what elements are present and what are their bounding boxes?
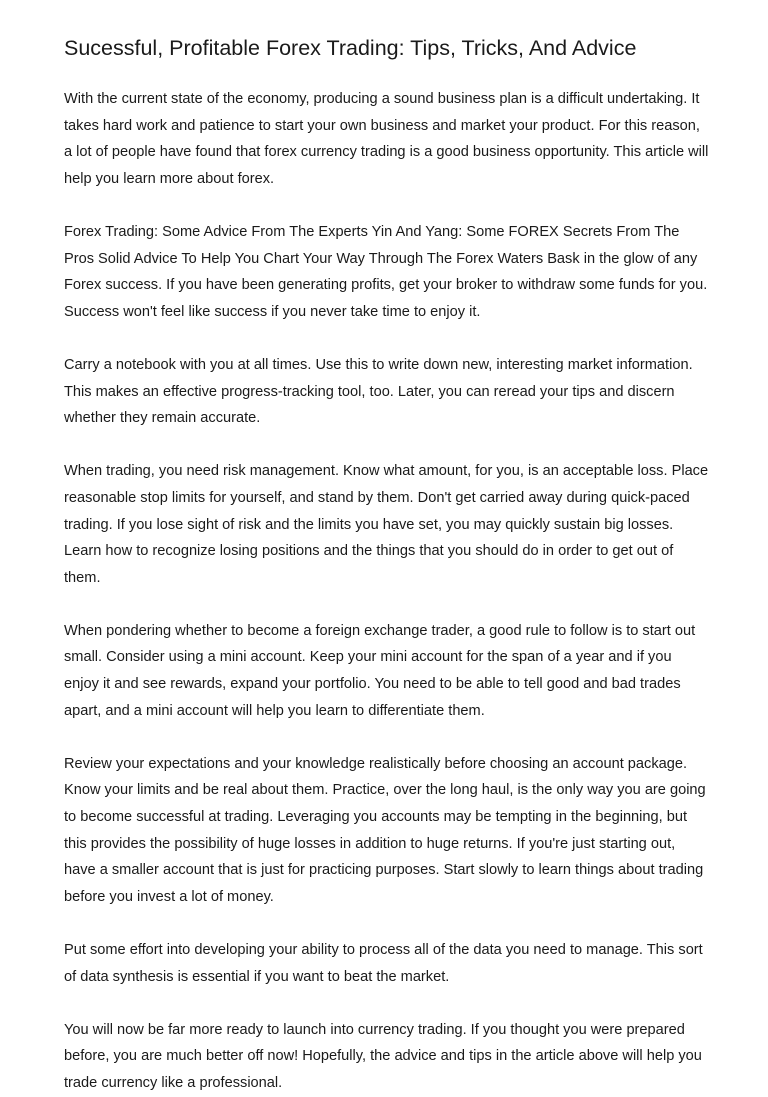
paragraph-intro: With the current state of the economy, producing a sound business plan is a difficult undertaking. It takes hard work and patience to start your own business and market your product. For this reason, a lot of people have found that forex currency trading is a good business opportunity. This article will help you learn more about forex. xyxy=(64,91,709,187)
paragraph-expectations: Review your expectations and your knowledge realistically before choosing an account package. Know your limits and be real about them. Practice, over the long haul, is the only way you are going to become successful at trading. Leveraging you accounts may be tempting in the beginning, but this provides the possibility of huge losses in addition to huge returns. If you're just starting out, have a smaller account that is just for practicing purposes. Start slowly to learn things about trading before you invest a lot of money. xyxy=(64,755,706,905)
paragraph-expert-advice: Forex Trading: Some Advice From The Experts Yin And Yang: Some FOREX Secrets From The Pros Solid Advice To Help You Chart Your Way Through The Forex Waters Bask in the glow of any Forex success. If you have been generating profits, get your broker to withdraw some funds for you. Success won't feel like success if you never take time to enjoy it. xyxy=(64,223,708,320)
paragraph-risk-management: When trading, you need risk management. Know what amount, for you, is an acceptable loss. Place reasonable stop limits for yourself, and stand by them. Don't get carried away during quick-paced trading. If you lose sight of risk and the limits you have set, you may quickly sustain big losses. Learn how to recognize losing positions and the things that you should do in order to get out of them. xyxy=(64,463,709,586)
paragraph-notebook: Carry a notebook with you at all times. Use this to write down new, interesting market information. This makes an effective progress-tracking tool, too. Later, you can reread your tips and discern whether they remain accurate. xyxy=(64,356,693,427)
paragraph-start-small: When pondering whether to become a foreign exchange trader, a good rule to follow is to start out small. Consider using a mini account. Keep your mini account for the span of a year and if you enjoy it and see rewards, expand your portfolio. You need to be able to tell good and bad trades apart, and a mini account will help you learn to differentiate them. xyxy=(64,622,696,719)
paragraph-data-processing: Put some effort into developing your ability to process all of the data you need to manage. This sort of data synthesis is essential if you want to beat the market. xyxy=(64,942,703,985)
document-title: Sucessful, Profitable Forex Trading: Tips, Tricks, And Advice xyxy=(64,36,637,60)
paragraph-conclusion: You will now be far more ready to launch into currency trading. If you thought you were prepared before, you are much better off now! Hopefully, the advice and tips in the article above will help you trade currency like a professional. xyxy=(64,1021,702,1091)
